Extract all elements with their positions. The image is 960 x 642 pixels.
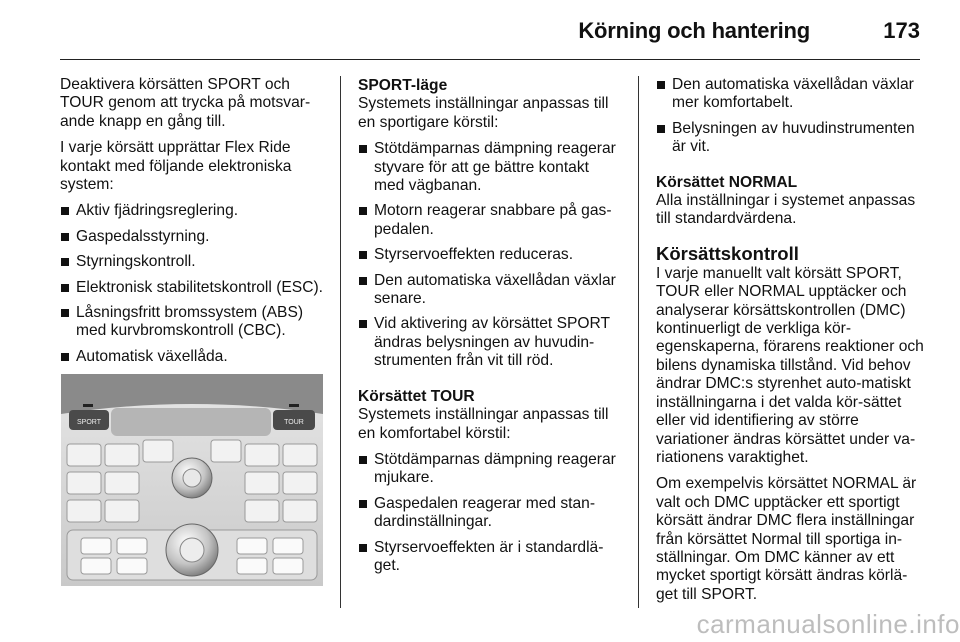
bullet-icon <box>61 353 69 361</box>
bullet-icon <box>61 258 69 266</box>
list-item: Den automatiska växellådan växlar mer komfortabelt. <box>656 76 924 113</box>
tour-list-continued <box>656 76 924 157</box>
bullet-icon <box>359 500 367 508</box>
control-paragraph-2: Om exempelvis körsättet NORMAL är valt och DMC upptäcker ett sportigt körsätt ändrar DMC flera inställningar från körsättet Normal till sportiga in-ställningar. Om DMC känner av ett mycket sportigt körsätt ändras körlä-get till SPORT. <box>656 475 917 603</box>
column-divider-1 <box>340 76 341 608</box>
bullet-icon <box>61 309 69 317</box>
bullet-icon <box>61 207 69 215</box>
list-item: Styrningskontroll. <box>60 253 324 271</box>
console-photo <box>61 374 323 586</box>
list-item: Den automatiska växellådan växlar senare. <box>358 272 622 309</box>
bullet-icon <box>61 284 69 292</box>
tour-intro: Systemets inställningar anpassas till en komfortabel körstil: <box>358 406 609 442</box>
bullet-icon <box>61 233 69 241</box>
list-item: Låsningsfritt bromssystem (ABS) med kurvbromskontroll (CBC). <box>60 304 324 341</box>
list-item: Belysningen av huvudinstrumenten är vit. <box>656 120 924 157</box>
list-item: Aktiv fjädringsreglering. <box>60 202 324 220</box>
bullet-icon <box>657 81 665 89</box>
bullet-icon <box>359 207 367 215</box>
bullet-icon <box>359 320 367 328</box>
control-heading: Körsättskontroll <box>656 242 799 264</box>
tour-button-label: TOUR <box>284 419 304 426</box>
column-2 <box>358 77 622 582</box>
sport-intro: Systemets inställningar anpassas till en sportigare körstil: <box>358 95 609 131</box>
column-divider-2 <box>638 76 639 608</box>
list-item: Elektronisk stabilitetskontroll (ESC). <box>60 279 324 297</box>
column-3 <box>656 76 924 612</box>
bullet-icon <box>359 145 367 153</box>
normal-heading: Körsättet NORMAL <box>656 173 798 191</box>
site-watermark: carmanualsonline.info <box>696 609 960 639</box>
control-paragraph-1: I varje manuellt valt körsätt SPORT, TOUR eller NORMAL upptäcker och analyserar körsättskontrollen (DMC) kontinuerligt de verkliga kör-egenskaperna, förarens reaktioner och bilens dynamiska tillstånd. Vid behov ändrar DMC:s styrenhet auto-matiskt inställningarna i det valda kör-sättet eller vid identifiering av större variationer ändras körsättet under va-riationens varaktighet. <box>656 264 924 466</box>
bullet-icon <box>359 456 367 464</box>
list-item: Styrservoeffekten reduceras. <box>358 246 622 264</box>
list-item: Motorn reagerar snabbare på gas-pedalen. <box>358 202 622 239</box>
list-item: Gaspedalsstyrning. <box>60 228 324 246</box>
bullet-icon <box>359 544 367 552</box>
bullet-icon <box>359 277 367 285</box>
header-title: Körning och hantering <box>578 18 810 43</box>
systems-list <box>60 202 324 366</box>
console-illustration <box>61 374 323 586</box>
list-item: Styrservoeffekten är i standardlä-get. <box>358 539 622 576</box>
tour-heading: Körsättet TOUR <box>358 387 475 405</box>
page-number: 173 <box>883 18 920 43</box>
intro-paragraph-2: I varje körsätt upprättar Flex Ride kontakt med följande elektroniska system: <box>60 139 292 194</box>
sport-button-label: SPORT <box>77 419 101 426</box>
list-item: Vid aktivering av körsättet SPORT ändras belysningen av huvudin-strumenten från vit till röd. <box>358 315 622 370</box>
list-item: Stötdämparnas dämpning reagerar mjukare. <box>358 451 622 488</box>
tour-list <box>358 451 622 575</box>
header-divider <box>60 59 920 60</box>
bullet-icon <box>657 125 665 133</box>
normal-text: Alla inställningar i systemet anpassas till standardvärdena. <box>656 192 916 228</box>
intro-paragraph-1: Deaktivera körsätten SPORT och TOUR genom att trycka på motsvar-ande knapp en gång till. <box>60 76 311 130</box>
bullet-icon <box>359 251 367 259</box>
list-item: Automatisk växellåda. <box>60 348 324 366</box>
column-1 <box>60 76 324 373</box>
list-item: Gaspedalen reagerar med stan-dardinställningar. <box>358 495 622 532</box>
list-item: Stötdämparnas dämpning reagerar styvare för att ge bättre kontakt med vägbanan. <box>358 140 622 195</box>
sport-heading: SPORT-läge <box>358 77 448 94</box>
sport-list <box>358 140 622 370</box>
